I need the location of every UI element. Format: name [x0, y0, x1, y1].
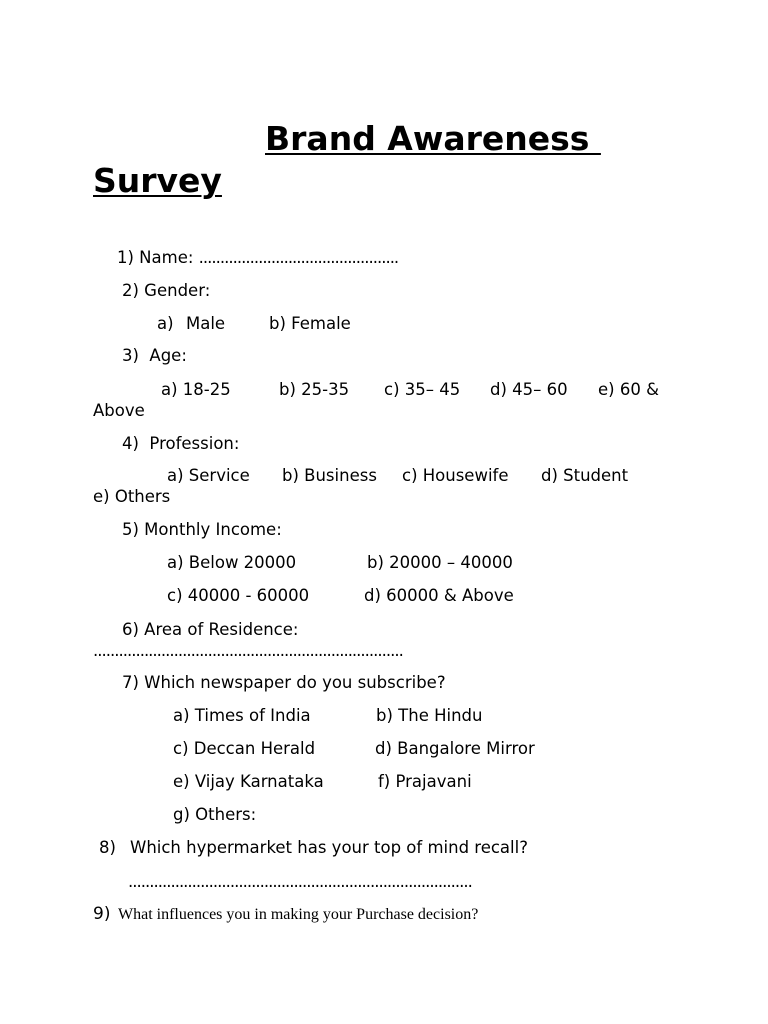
newspaper-option-b: b) The Hindu	[376, 706, 483, 725]
question-hypermarket: Which hypermarket has your top of mind recall?	[130, 838, 528, 857]
age-option-a: a) 18-25	[161, 380, 231, 399]
newspaper-option-a: a) Times of India	[173, 706, 311, 725]
question-hypermarket-number: 8)	[99, 838, 116, 857]
age-option-e: e) 60 &	[598, 380, 659, 399]
newspaper-option-e: e) Vijay Karnataka	[173, 772, 324, 791]
profession-option-d: d) Student	[541, 466, 629, 485]
question-area-of-residence: 6) Area of Residence:	[122, 620, 299, 639]
age-option-d: d) 45– 60	[490, 380, 568, 399]
question-newspaper: 7) Which newspaper do you subscribe?	[122, 673, 446, 692]
age-option-c: c) 35– 45	[384, 380, 461, 399]
profession-option-b: b) Business	[282, 466, 377, 485]
newspaper-option-f: f) Prajavani	[378, 772, 472, 791]
profession-option-c: c) Housewife	[402, 466, 509, 485]
gender-option-a-marker: a)	[157, 314, 174, 333]
question-name-label: 1) Name:	[117, 248, 199, 267]
survey-title-line1: Brand Awareness	[265, 119, 601, 158]
question-profession: 4) Profession:	[122, 434, 240, 453]
gender-option-male: Male	[186, 314, 226, 333]
newspaper-option-d: d) Bangalore Mirror	[375, 739, 535, 758]
gender-option-female: b) Female	[269, 314, 351, 333]
hypermarket-blank-line: .................................................................................	[128, 872, 472, 891]
income-option-c: c) 40000 - 60000	[167, 586, 310, 605]
age-option-e-wrap: Above	[93, 401, 145, 420]
age-option-b: b) 25-35	[279, 380, 350, 399]
newspaper-option-c: c) Deccan Herald	[173, 739, 316, 758]
question-gender: 2) Gender:	[122, 281, 211, 300]
profession-option-e: e) Others	[93, 487, 171, 506]
question-purchase-decision: What influences you in making your Purchase decision?	[118, 906, 479, 923]
question-name	[117, 248, 398, 268]
survey-title-line2: Survey	[93, 161, 222, 200]
income-option-a: a) Below 20000	[167, 553, 297, 572]
question-age: 3) Age:	[122, 346, 187, 365]
income-option-b: b) 20000 – 40000	[367, 553, 513, 572]
newspaper-option-g: g) Others:	[173, 805, 257, 824]
question-monthly-income: 5) Monthly Income:	[122, 520, 282, 539]
income-option-d: d) 60000 & Above	[364, 586, 514, 605]
profession-option-a: a) Service	[167, 466, 250, 485]
name-blank-line: ...............................................	[198, 248, 399, 267]
residence-blank-line: .........................................................................	[93, 641, 403, 660]
question-purchase-decision-number: 9)	[93, 904, 111, 924]
